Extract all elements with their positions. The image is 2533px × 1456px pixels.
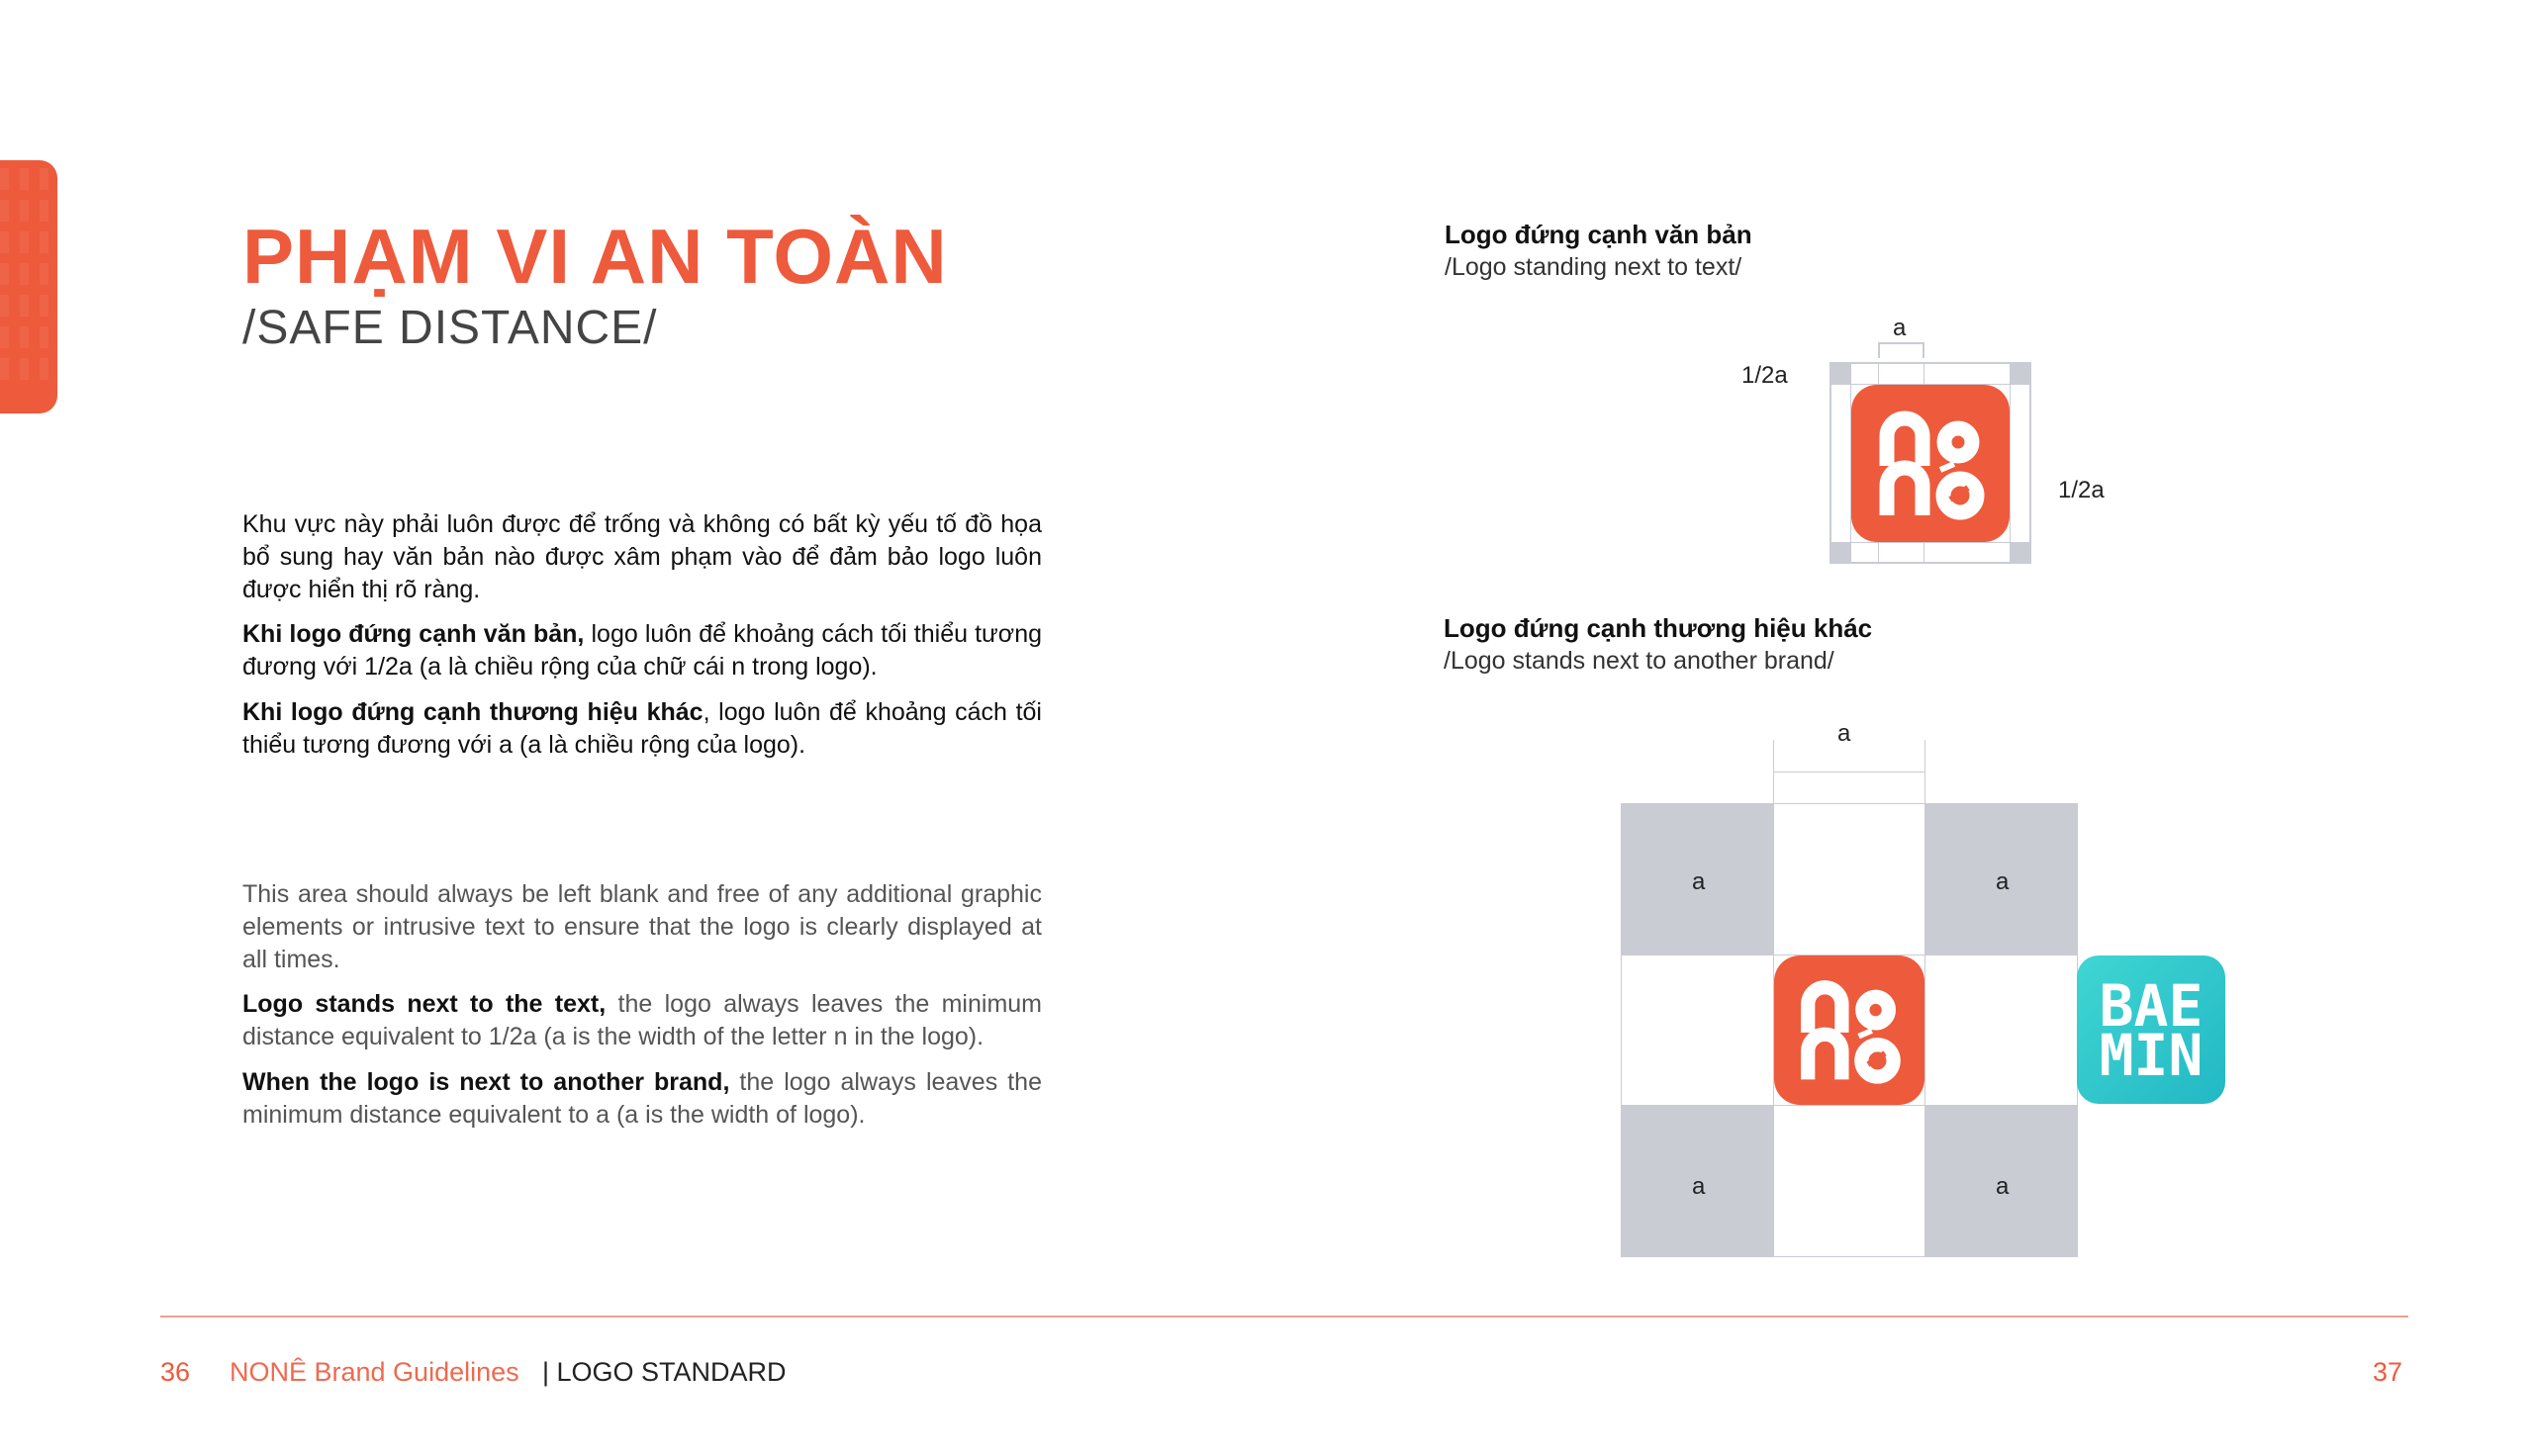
none-logo-icon [1851,385,2010,542]
dim-right-half-a: 1/2a [2058,477,2105,503]
page-number-right: 37 [2373,1357,2403,1387]
vi-brand-rule-bold: Khi logo đứng cạnh thương hiệu khác [242,698,704,726]
corner-label: a [1692,1173,1706,1200]
dim-top-a: a [1837,720,1851,747]
vi-intro: Khu vực này phải luôn được để trống và không có bất kỳ yếu tố đồ họa bổ sung hay văn bản nào được xâm phạm vào để đảm bảo logo luôn được hiển thị rõ ràng. [242,510,1042,603]
en-intro: This area should always be left blank and free of any additional graphic elements or intrusive text to ensure that the logo is clearly displayed at all times. [242,880,1042,973]
en-text-rule [242,988,1042,1053]
footer-section: | LOGO STANDARD [542,1357,787,1387]
figure-text-subtitle: /Logo standing next to text/ [1445,253,1742,281]
dim-left-half-a: 1/2a [1741,362,1788,389]
footer-divider [160,1316,2408,1318]
figure-text-title: Logo đứng cạnh văn bản [1445,220,1752,249]
corner-label: a [1692,868,1706,895]
en-text-rule-bold: Logo stands next to the text, [242,990,607,1018]
baemin-line-1: BAE [2099,972,2204,1040]
en-brand-rule-bold: When the logo is next to another brand, [242,1068,730,1096]
baemin-logo [2077,956,2225,1104]
en-brand-rule [242,1066,1042,1132]
footer-brand: NONÊ Brand Guidelines [230,1357,519,1387]
vi-brand-rule-body: , logo luôn để khoảng cách tối thiểu tương đương với a (a là chiều rộng của logo). [242,698,1042,759]
vi-text-rule-body: logo luôn để khoảng cách tối thiểu tương đương với 1/2a (a là chiều rộng của chữ cái n trong logo). [242,620,1042,681]
en-brand-rule-body: the logo always leaves the minimum distance equivalent to a (a is the width of logo). [242,1068,1042,1129]
figure-brand-subtitle: /Logo stands next to another brand/ [1444,647,1834,675]
vi-brand-rule [242,696,1042,762]
page-subtitle: /SAFE DISTANCE/ [242,302,658,354]
page-title: PHẠM VI AN TOÀN [242,213,948,300]
vi-text-rule-bold: Khi logo đứng cạnh văn bản, [242,620,585,648]
en-text-rule-body: the logo always leaves the minimum distance equivalent to 1/2a (a is the width of the letter n in the logo). [242,990,1042,1050]
side-tab [0,160,57,413]
none-logo-icon [1774,956,1924,1105]
corner-label: a [1996,1173,2010,1200]
baemin-line-2: MIN [2099,1022,2204,1089]
dim-top-a: a [1893,315,1907,341]
vi-text-rule [242,618,1042,683]
corner-label: a [1996,868,2010,895]
page-number-left: 36 [160,1357,191,1387]
figure-brand-title: Logo đứng cạnh thương hiệu khác [1444,613,1873,643]
